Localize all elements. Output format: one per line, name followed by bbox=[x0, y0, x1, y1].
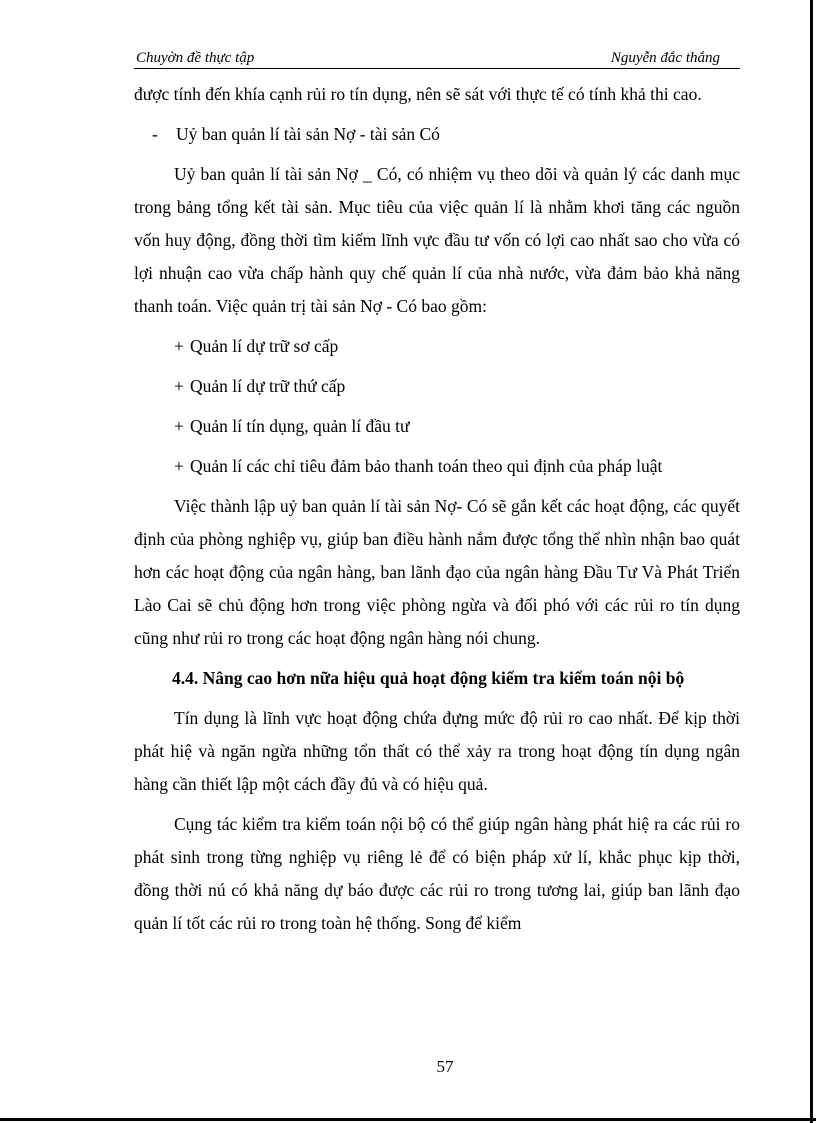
list-marker: + bbox=[174, 456, 184, 476]
list-item-text: Quản lí các chỉ tiêu đảm bảo thanh toán theo qui định của pháp luật bbox=[190, 456, 663, 476]
list-item-text: Quản lí dự trữ sơ cấp bbox=[190, 336, 339, 356]
page-number: 57 bbox=[436, 1057, 454, 1076]
list-item bbox=[134, 450, 740, 483]
bullet-text: Uỷ ban quản lí tài sản Nợ - tài sản Có bbox=[176, 124, 440, 144]
paragraph-committee-benefits: Việc thành lập uỷ ban quản lí tài sản Nợ- Có sẽ gắn kết các hoạt động, các quyết định của phòng nghiệp vụ, giúp ban điều hành nắm được tổng thể nhìn nhận bao quát hơn các hoạt động của ngân hàng, ban lãnh đạo của ngân hàng Đầu Tư Và Phát Triển Lào Cai sẽ chủ động hơn trong việc phòng ngừa và đối phó với các rủi ro tín dụng cũng như rủi ro trong các hoạt động ngân hàng nói chung. bbox=[134, 496, 740, 648]
bullet-item bbox=[134, 118, 740, 151]
document-body bbox=[134, 78, 740, 940]
page-border-bottom bbox=[0, 1118, 816, 1121]
bullet-marker: - bbox=[152, 124, 158, 144]
list-item-text: Quản lí dự trữ thứ cấp bbox=[190, 376, 346, 396]
header-document-type: Chuyờn đề thực tập bbox=[136, 50, 255, 66]
list-marker: + bbox=[174, 376, 184, 396]
paragraph-continued: được tính đến khía cạnh rủi ro tín dụng, nên sẽ sát với thực tế có tính khả thi cao. bbox=[134, 84, 702, 104]
paragraph-internal-audit: Cụng tác kiểm tra kiểm toán nội bộ có thể giúp ngân hàng phát hiệ ra các rủi ro phát sinh trong từng nghiệp vụ riêng lẻ để có biện pháp xử lí, khắc phục kịp thời, đồng thời nú có khả năng dự báo được các rủi ro trong tương lai, giúp ban lãnh đạo quản lí tốt các rủi ro trong toàn hệ thống. Song để kiểm bbox=[134, 814, 740, 933]
list-item bbox=[134, 330, 740, 363]
section-heading: 4.4. Nâng cao hơn nữa hiệu quả hoạt động kiểm tra kiểm toán nội bộ bbox=[172, 668, 685, 688]
list-item bbox=[134, 410, 740, 443]
paragraph-credit-risk: Tín dụng là lĩnh vực hoạt động chứa đựng mức độ rủi ro cao nhất. Để kịp thời phát hiệ và ngăn ngừa những tổn thất có thể xảy ra trong hoạt động tín dụng ngân hàng cần thiết lập một cách đầy đủ và có hiệu quả. bbox=[134, 708, 740, 794]
list-marker: + bbox=[174, 416, 184, 436]
list-item-text: Quản lí tín dụng, quản lí đầu tư bbox=[190, 416, 410, 436]
paragraph-asset-liability-committee: Uỷ ban quản lí tài sản Nợ _ Có, có nhiệm vụ theo dõi và quản lý các danh mục trong bảng tổng kết tài sản. Mục tiêu của việc quản lí là nhằm khơi tăng các nguồn vốn huy động, đồng thời tìm kiếm lĩnh vực đầu tư vốn có lợi cao nhất sao cho vừa có lợi nhuận cao vừa chấp hành quy chế quản lí của nhà nước, vừa đảm bảo khả năng thanh toán. Việc quản trị tài sản Nợ - Có bao gồm: bbox=[134, 164, 740, 316]
list-marker: + bbox=[174, 336, 184, 356]
page-header bbox=[134, 48, 740, 69]
header-author: Nguyễn đắc thắng bbox=[610, 50, 720, 66]
page-border-right bbox=[810, 0, 813, 1123]
list-item bbox=[134, 370, 740, 403]
